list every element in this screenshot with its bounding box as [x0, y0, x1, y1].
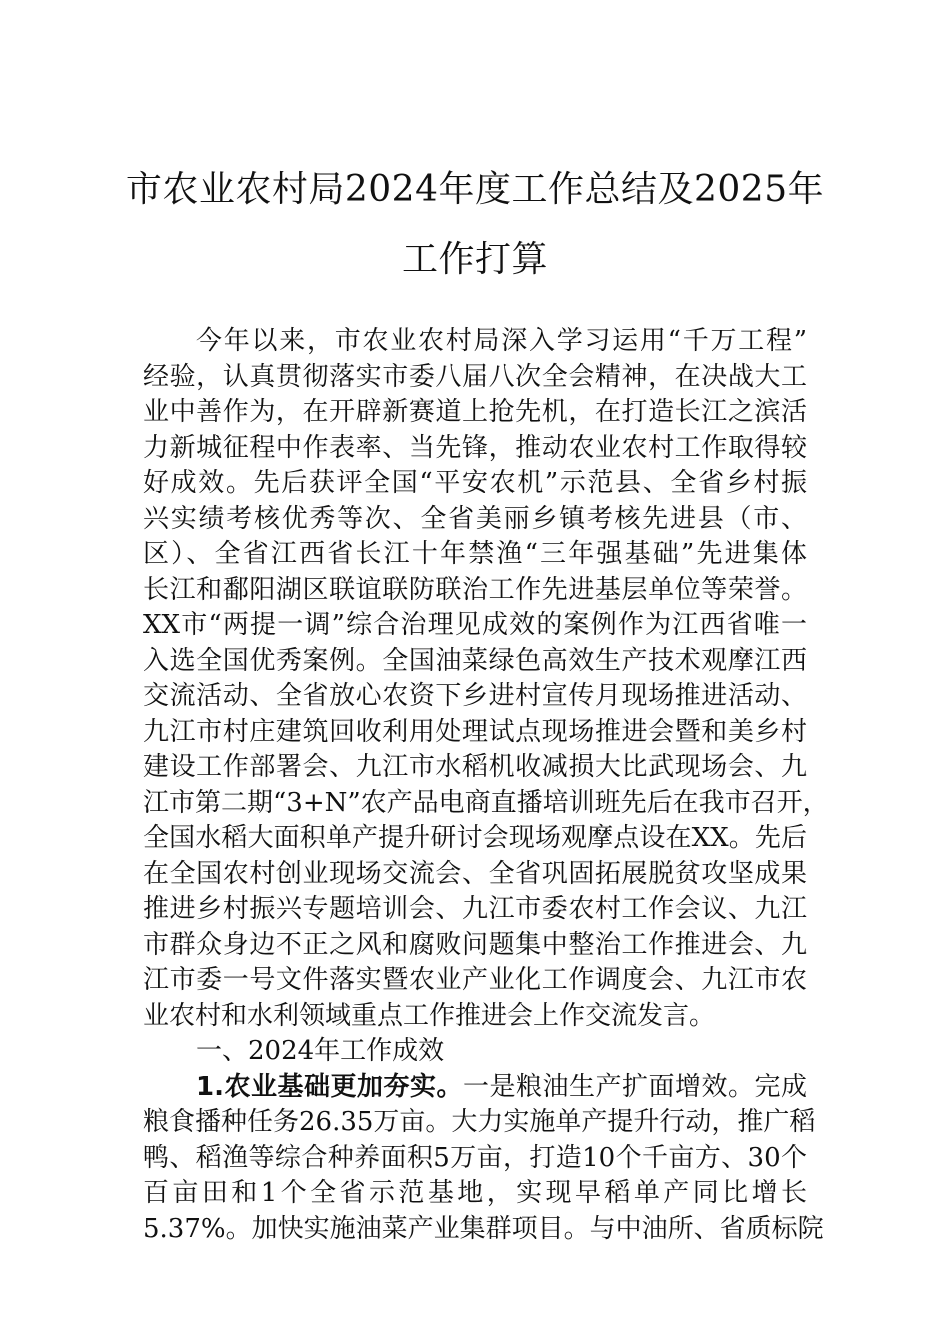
subsection-line: 百亩田和1个全省示范基地，实现早稻单产同比增长 [143, 1178, 807, 1208]
subsection-first-line-text: 一是粮油生产扩面增效。完成 [462, 1072, 807, 1102]
intro-line: 好成效。先后获评全国“平安农机”示范县、全省乡村振 [143, 468, 807, 498]
intro-line: 江市委一号文件落实暨农业产业化工作调度会、九江市农 [143, 965, 807, 995]
intro-line: 江市第二期“3+N”农产品电商直播培训班先后在我市召开， [143, 788, 829, 818]
intro-line: 建设工作部署会、九江市水稻机收减损大比武现场会、九 [143, 752, 807, 782]
intro-line: 经验，认真贯彻落实市委八届八次全会精神，在决战大工 [143, 362, 807, 392]
intro-line: 长江和鄱阳湖区联谊联防联治工作先进基层单位等荣誉。 [143, 575, 807, 605]
section-heading: 一、2024年工作成效 [196, 1036, 445, 1066]
intro-line: 业中善作为，在开辟新赛道上抢先机，在打造长江之滨活 [143, 397, 807, 427]
intro-line: 兴实绩考核优秀等次、全省美丽乡镇考核先进县（市、 [143, 504, 807, 534]
document-title-line-1: 市农业农村局2024年度工作总结及2025年 [125, 169, 825, 210]
subsection-title: 1.农业基础更加夯实。 [196, 1072, 463, 1102]
intro-line: 在全国农村创业现场交流会、全省巩固拓展脱贫攻坚成果 [143, 859, 807, 889]
intro-line: 区）、全省江西省长江十年禁渔“三年强基础”先进集体 [143, 539, 807, 569]
intro-line: 推进乡村振兴专题培训会、九江市委农村工作会议、九江 [143, 894, 807, 924]
subsection-first-line [196, 1071, 807, 1103]
intro-line: 全国水稻大面积单产提升研讨会现场观摩点设在XX。先后 [143, 823, 807, 853]
intro-line: 业农村和水利领域重点工作推进会上作交流发言。 [143, 1001, 716, 1031]
intro-line: 市群众身边不正之风和腐败问题集中整治工作推进会、九 [143, 930, 807, 960]
document-title-line-2: 工作打算 [401, 239, 548, 280]
intro-line: 入选全国优秀案例。全国油菜绿色高效生产技术观摩江西 [143, 646, 807, 676]
intro-line: 力新城征程中作表率、当先锋，推动农业农村工作取得较 [143, 433, 807, 463]
intro-line: 九江市村庄建筑回收利用处理试点现场推进会暨和美乡村 [143, 717, 807, 747]
subsection-line: 5.37%。加快实施油菜产业集群项目。与中油所、省质标院 [143, 1214, 824, 1244]
intro-line: 交流活动、全省放心农资下乡进村宣传月现场推进活动、 [143, 681, 807, 711]
subsection-line: 鸭、稻渔等综合种养面积5万亩，打造10个千亩方、30个 [143, 1143, 807, 1173]
intro-line: 今年以来，市农业农村局深入学习运用“千万工程” [196, 326, 807, 356]
intro-line: XX市“两提一调”综合治理见成效的案例作为江西省唯一 [143, 610, 807, 640]
subsection-line: 粮食播种任务26.35万亩。大力实施单产提升行动，推广稻 [143, 1107, 816, 1137]
